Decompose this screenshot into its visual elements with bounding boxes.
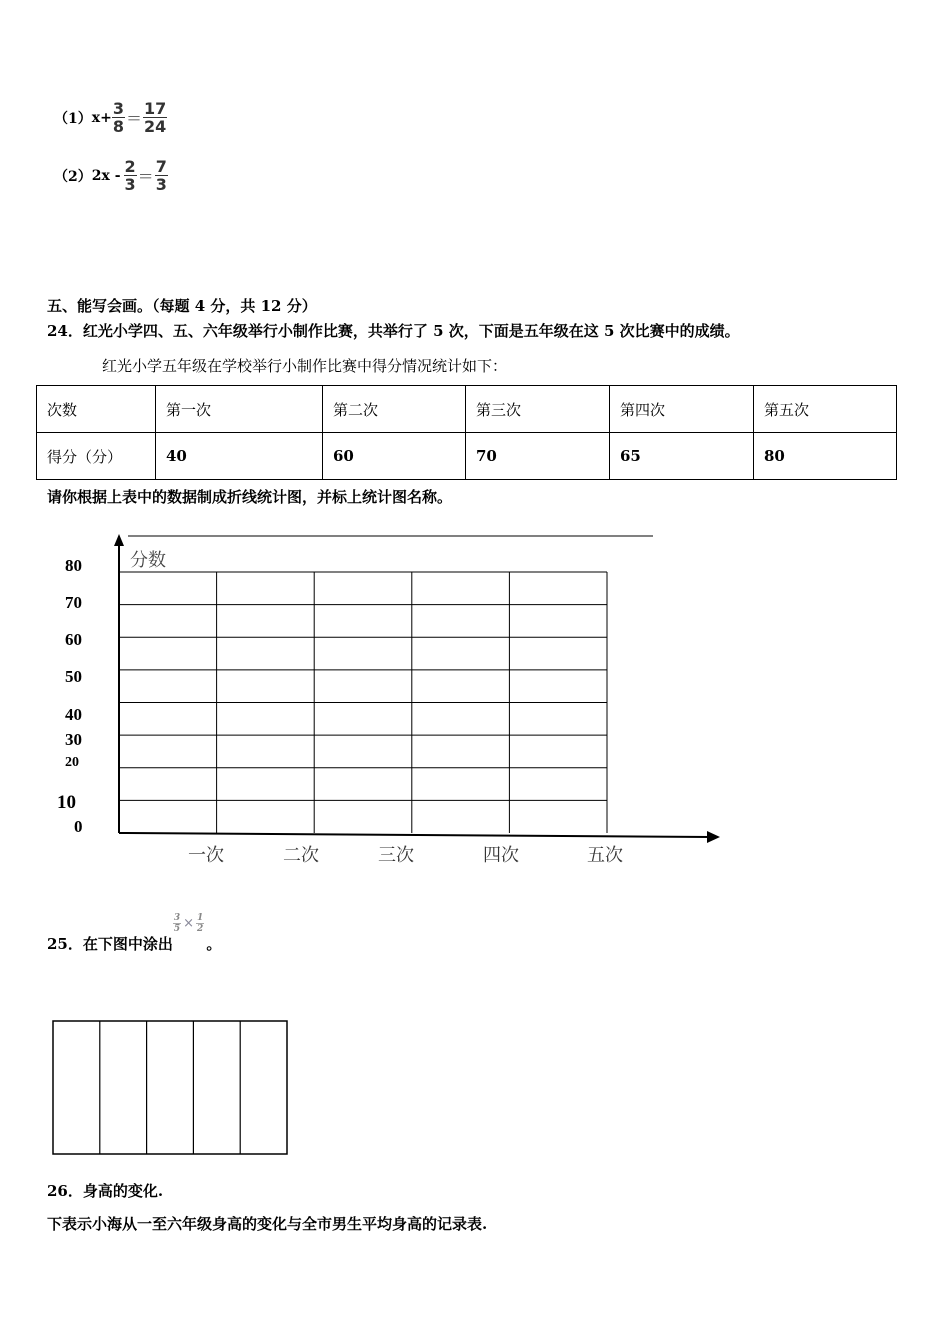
times-sign: × bbox=[183, 915, 195, 931]
table-cell: 第一次 bbox=[156, 386, 323, 433]
x-tick-label: 二次 bbox=[283, 845, 319, 866]
table-cell: 第三次 bbox=[466, 386, 610, 433]
y-axis-arrow-icon bbox=[114, 534, 124, 546]
x-tick-label: 三次 bbox=[378, 845, 414, 866]
y-tick-label: 20 bbox=[65, 755, 79, 770]
y-tick-label: 50 bbox=[65, 667, 82, 686]
fraction: $\frac{3}{8}$ bbox=[112, 99, 124, 136]
table-cell: 60 bbox=[323, 433, 466, 480]
table-cell: 第四次 bbox=[610, 386, 754, 433]
table-header-row bbox=[37, 386, 897, 433]
section-heading: 五、能写会画。（每题 4 分，共 12 分） bbox=[47, 297, 317, 315]
x-axis bbox=[119, 833, 710, 837]
y-tick-label: 10 bbox=[57, 792, 76, 813]
equals-sign: ＝ bbox=[137, 167, 154, 186]
y-tick-label: 80 bbox=[65, 556, 82, 575]
question-25 bbox=[47, 906, 221, 954]
x-tick-label: 四次 bbox=[483, 845, 519, 866]
x-tick-label: 五次 bbox=[587, 845, 623, 866]
table-cell: 次数 bbox=[37, 386, 156, 433]
fraction: $\frac{17}{24}$ bbox=[143, 99, 167, 136]
equation-lhs: x+ bbox=[91, 109, 112, 126]
fraction: $\frac{2}{3}$ bbox=[124, 157, 136, 194]
question-26-desc: 下表示小海从一至六年级身高的变化与全市男生平均身高的记录表. bbox=[47, 1215, 488, 1233]
table-cell: 70 bbox=[466, 433, 610, 480]
fraction: $\frac{7}{3}$ bbox=[155, 157, 167, 194]
shading-rectangle[interactable] bbox=[50, 1018, 290, 1158]
table-caption: 红光小学五年级在学校举行小制作比赛中得分情况统计如下： bbox=[102, 357, 508, 375]
line-chart-grid bbox=[0, 520, 740, 870]
question-25-end: 。 bbox=[206, 935, 222, 953]
fraction-expression bbox=[173, 906, 204, 940]
fraction: $\frac{1}{2}$ bbox=[197, 912, 204, 934]
table-cell: 得分（分） bbox=[37, 433, 156, 480]
table-cell: 80 bbox=[754, 433, 897, 480]
x-tick-label: 一次 bbox=[188, 845, 224, 866]
table-row bbox=[37, 433, 897, 480]
question-25-text: 25．在下图中涂出 bbox=[47, 935, 173, 953]
table-cell: 40 bbox=[156, 433, 323, 480]
y-tick-label: 0 bbox=[74, 817, 83, 836]
y-tick-label: 40 bbox=[65, 705, 82, 724]
fraction: $\frac{3}{5}$ bbox=[173, 912, 181, 934]
y-tick-label: 30 bbox=[65, 730, 82, 749]
equation-2 bbox=[54, 158, 168, 193]
y-tick-label: 60 bbox=[65, 630, 82, 649]
equation-label: （2） bbox=[54, 168, 92, 185]
chart-grid bbox=[119, 572, 607, 833]
equals-sign: ＝ bbox=[125, 109, 142, 128]
score-table bbox=[36, 385, 897, 480]
equation-lhs: 2x - bbox=[91, 167, 121, 184]
table-cell: 第二次 bbox=[323, 386, 466, 433]
table-cell: 第五次 bbox=[754, 386, 897, 433]
y-axis-label: 分数 bbox=[130, 550, 166, 571]
equation-1 bbox=[54, 100, 167, 135]
y-tick-label: 70 bbox=[65, 593, 82, 612]
chart-instruction: 请你根据上表中的数据制成折线统计图，并标上统计图名称。 bbox=[47, 488, 453, 506]
equation-label: （1） bbox=[54, 110, 92, 127]
x-axis-arrow-icon bbox=[707, 831, 720, 843]
question-24: 24．红光小学四、五、六年级举行小制作比赛，共举行了 5 次，下面是五年级在这 5 次比赛中的成绩。 bbox=[47, 322, 740, 340]
table-cell: 65 bbox=[610, 433, 754, 480]
question-26-title: 26．身高的变化. bbox=[47, 1182, 164, 1200]
